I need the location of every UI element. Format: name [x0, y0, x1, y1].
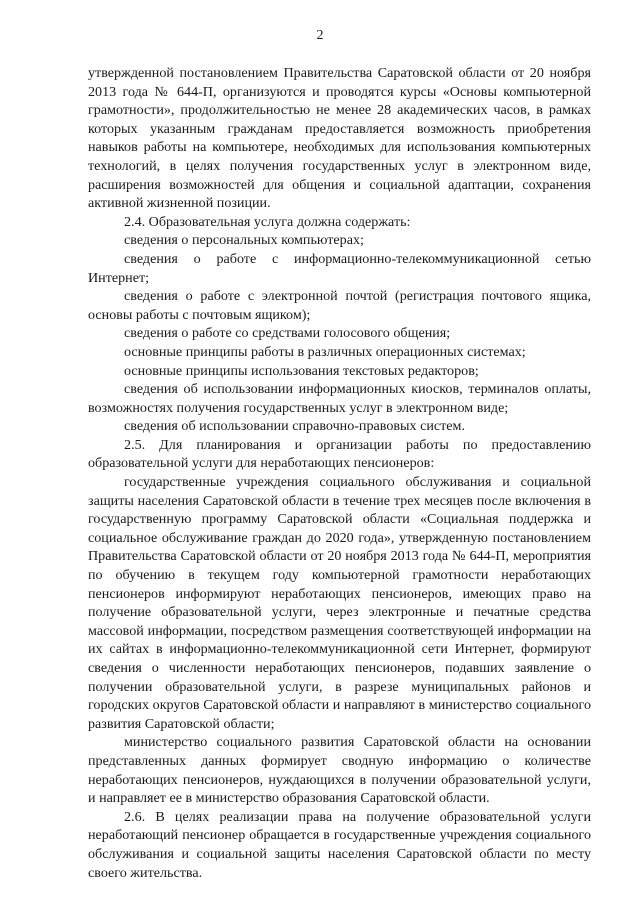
paragraph: министерство социального развития Саратовской области на основании представленных данных формирует сводную информацию о количестве неработающих пенсионеров, нуждающихся в получении образовательной услуги, и направляет ее в министерство образования Саратовской области.	[88, 734, 591, 807]
paragraph: сведения об использовании информационных киосков, терминалов оплаты, возможностях получения государственных услуг в электронном виде;	[88, 381, 591, 416]
paragraph: сведения о работе со средствами голосового общения;	[124, 325, 451, 342]
paragraph: утвержденной постановлением Правительства Саратовской области от 20 ноября 2013 года № 644-П, организуются и проводятся курсы «Основы компьютерной грамотности», продолжительностью не менее 28 академических часов, в рамках которых указанным гражданам предоставляется возможность приобретения навыков работы на компьютере, необходимых для использования компьютерных технологий, в целях получения государственных услуг в электронном виде, расширения возможностей для общения и социальной адаптации, сохранения активной жизненной позиции.	[88, 65, 591, 212]
document-body	[88, 64, 591, 882]
paragraph: сведения об использовании справочно-правовых систем.	[124, 418, 465, 435]
paragraph: 2.4. Образовательная услуга должна содержать:	[124, 213, 411, 230]
paragraph: сведения о персональных компьютерах;	[124, 232, 364, 249]
paragraph: 2.5. Для планирования и организации работы по предоставлению образовательной услуги для неработающих пенсионеров:	[88, 436, 591, 472]
paragraph: сведения о работе с информационно-телекоммуникационной сетью Интернет;	[88, 250, 591, 286]
paragraph: основные принципы использования текстовых редакторов;	[124, 362, 479, 379]
paragraph: основные принципы работы в различных операционных системах;	[124, 343, 526, 360]
paragraph: государственные учреждения социального обслуживания и социальной защиты населения Саратовской области в течение трех месяцев после включения в государственную программу Саратовской области «Социальная поддержка и социальное обслуживание граждан до 2020 года», утвержденную постановлением Правительства Саратовской области от 20 ноября 2013 года № 644-П, мероприятия по обучению в текущем году компьютерной грамотности неработающих пенсионеров информируют неработающих пенсионеров, имеющих право на получение образовательной услуги, через электронные и печатные средства массовой информации, посредством размещения соответствующей информации на их сайтах в информационно-телекоммуникационной сети Интернет, формируют сведения о численности неработающих пенсионеров, подавших заявление о получении образовательной услуги, в разрезе муниципальных районов и городских округов Саратовской области и направляют в министерство социального развития Саратовской области;	[88, 474, 591, 732]
paragraph: сведения о работе с электронной почтой (регистрация почтового ящика, основы работы с почтовым ящиком);	[88, 288, 591, 323]
paragraph: 2.6. В целях реализации права на получение образовательной услуги неработающий пенсионер обращается в государственные учреждения социального обслуживания и социальной защиты населения Саратовской области по месту своего жительства.	[88, 808, 591, 881]
page-number: 2	[316, 28, 324, 43]
